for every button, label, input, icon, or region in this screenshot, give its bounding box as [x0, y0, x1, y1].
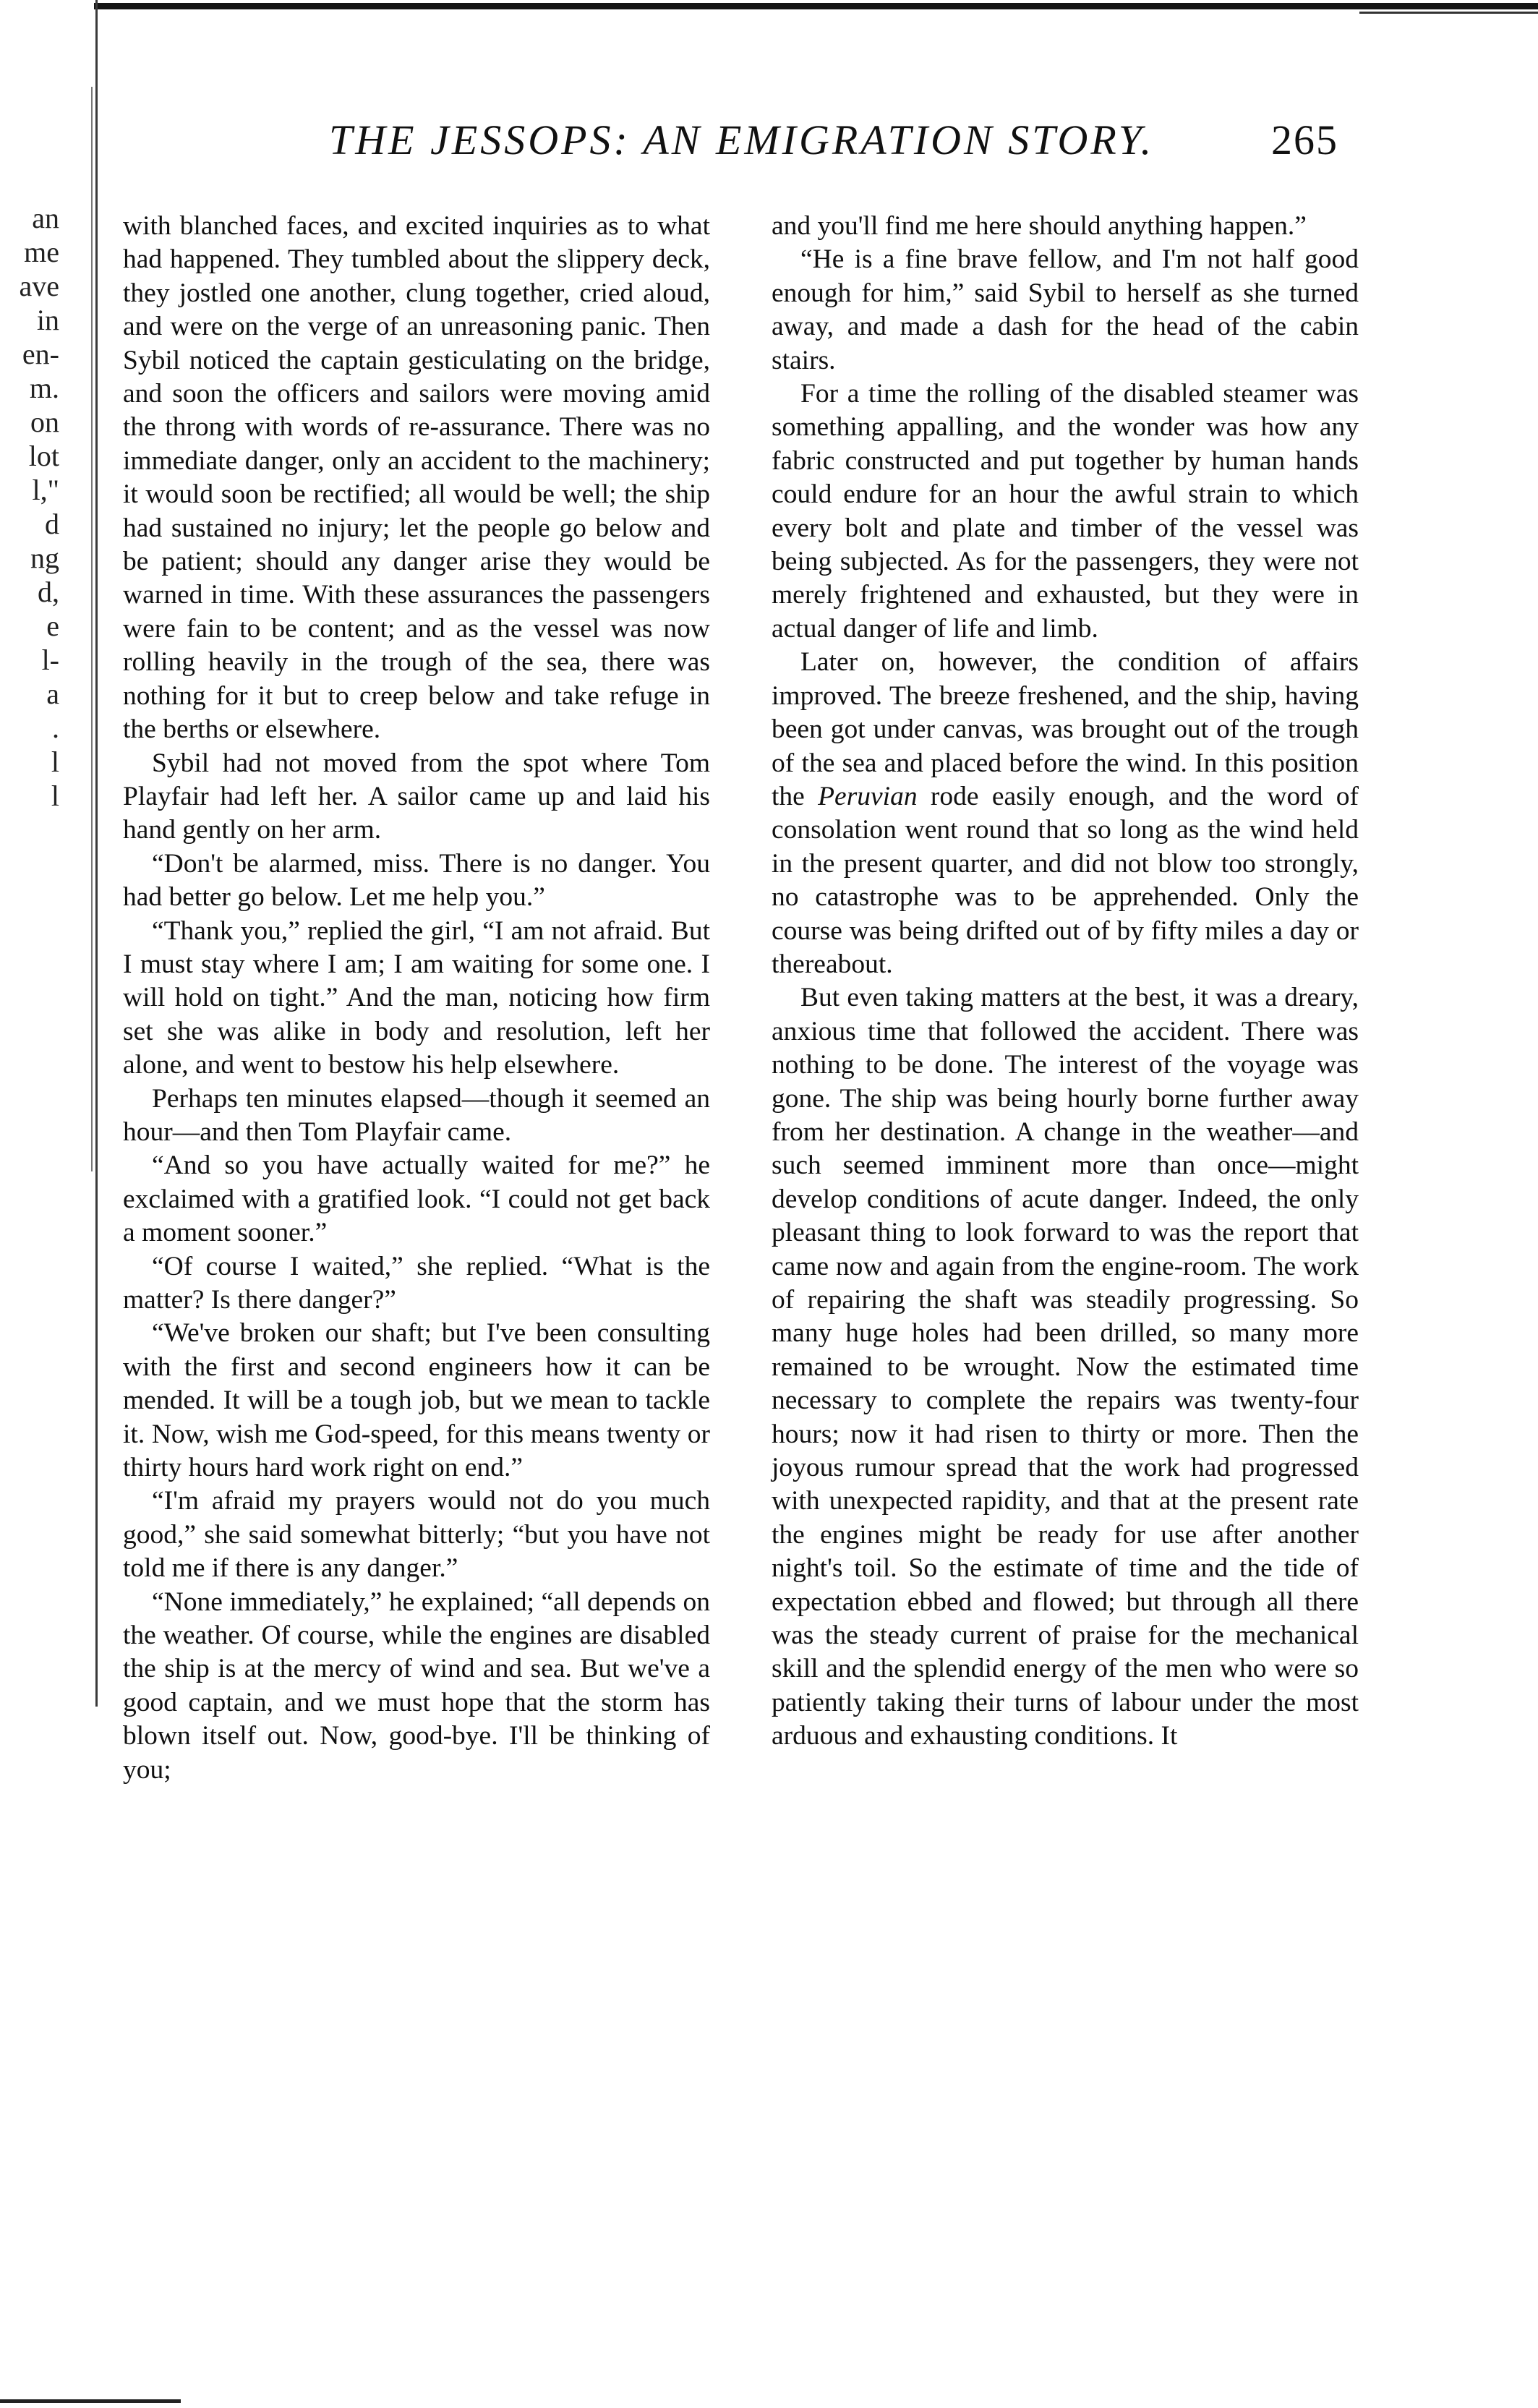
- running-head: [0, 107, 1374, 172]
- ship-name: Peruvian: [818, 781, 918, 811]
- paragraph: But even taking matters at the best, it was a dreary, anxious time that followed the accident. There was nothing to be done. The interest of the voyage was gone. The ship was being hourly borne further away from her destination. A change in the weather—and such seemed imminent more than once—might develop conditions of acute danger. Indeed, the only pleasant thing to look forward to was the report that came now and again from the engine-room. The work of repairing the shaft was steadily progressing. So many huge holes had been drilled, so many more remained to be wrought. Now the estimated time necessary to complete the repairs was twenty-four hours; now it had risen to thirty or more. Then the joyous rumour spread that the work had progressed with unexpected rapidity, and that at the present rate the engines might be ready for use after another night's toil. So the estimate of time and the tide of expectation ebbed and flowed; but through all there was the steady current of praise for the mechanical skill and the splendid energy of the men who were so patiently taking their turns of labour under the most arduous and exhausting conditions. It: [772, 983, 1359, 1751]
- margin-fragment: l: [51, 746, 59, 778]
- bottom-rule: [0, 2399, 181, 2403]
- previous-page-margin-fragments: [0, 202, 59, 814]
- margin-fragment: l: [51, 780, 59, 812]
- margin-fragment: in: [36, 304, 59, 336]
- paragraph: “We've broken our shaft; but I've been consulting with the first and second engineers how it can be mended. It will be a tough job, but we mean to tackle it. Now, wish me God-speed, for this means twenty or thirty hours hard work right on end.”: [123, 1318, 710, 1483]
- paragraph: For a time the rolling of the disabled steamer was something appalling, and the wonder was how any fabric constructed and put together by human hands could endure for an hour the awful strain to which every bolt and plate and timber of the vessel was being subjected. As for the passengers, they were not merely frightened and exhausted, but they were in actual danger of life and limb.: [772, 379, 1359, 644]
- margin-fragment: a: [46, 678, 59, 710]
- margin-fragment: en-: [22, 338, 59, 370]
- paragraph: and you'll find me here should anything happen.”: [772, 211, 1307, 241]
- running-head-title: THE JESSOPS: AN EMIGRATION STORY.: [329, 116, 1155, 163]
- margin-fragment: l,": [32, 474, 59, 506]
- paragraph: “Of course I waited,” she replied. “What is the matter? Is there danger?”: [123, 1251, 710, 1315]
- right-column: [772, 210, 1359, 1754]
- page-number: 265: [1271, 116, 1338, 163]
- binding-gutter-shadow: [91, 87, 93, 1171]
- margin-fragment: l-: [41, 644, 59, 676]
- top-rule-secondary: [1359, 12, 1538, 14]
- margin-fragment: me: [24, 236, 59, 268]
- margin-fragment: ave: [19, 270, 59, 302]
- margin-fragment: on: [30, 406, 59, 438]
- paragraph: “Thank you,” replied the girl, “I am not afraid. But I must stay where I am; I am waiting for some one. I will hold on tight.” And the man, noticing how firm set she was alike in body and resolution, left her alone, and went to bestow his help elsewhere.: [123, 915, 710, 1080]
- paragraph: “I'm afraid my prayers would not do you much good,” she said somewhat bitterly; “but you have not told me if there is any danger.”: [123, 1486, 710, 1584]
- paragraph: “Don't be alarmed, miss. There is no danger. You had better go below. Let me help you.”: [123, 848, 710, 913]
- margin-fragment: an: [32, 202, 59, 234]
- margin-fragment: ng: [30, 542, 59, 574]
- top-rule: [94, 3, 1538, 9]
- paragraph: with blanched faces, and excited inquiries as to what had happened. They tumbled about the slippery deck, they jostled one another, clung together, cried aloud, and were on the verge of an unreasoning panic. Then Sybil noticed the captain gesticulating on the bridge, and soon the officers and sailors were moving amid the throng with words of re-assurance. There was no immediate danger, only an accident to the machinery; it would soon be rectified; all would be well; the ship had sustained no injury; let the people go below and be patient; should any danger arise they would be warned in time. With these assurances the passengers were fain to be content; and as the vessel was now rolling heavily in the trough of the sea, there was nothing for it but to creep below and take refuge in the berths or elsewhere.: [123, 211, 710, 745]
- margin-fragment: e: [46, 610, 59, 642]
- left-column: [123, 210, 710, 1787]
- margin-fragment: m.: [29, 372, 59, 404]
- paragraph: Later on, however, the condition of affairs improved. The breeze freshened, and the ship, having been got under canvas, was brought out of the trough of the sea and placed before the wind. In this position the Peruvian rode easily enough, and the word of consolation went round that so long as the wind held in the present quarter, and did not blow too strongly, no catastrophe was to be apprehended. Only the course was being drifted out of by fifty miles a day or thereabout.: [772, 647, 1359, 979]
- paragraph: “And so you have actually waited for me?” he exclaimed with a gratified look. “I could not get back a moment sooner.”: [123, 1150, 710, 1248]
- margin-fragment: d,: [38, 576, 59, 608]
- paragraph: “He is a fine brave fellow, and I'm not half good enough for him,” said Sybil to herself as she turned away, and made a dash for the head of the cabin stairs.: [772, 244, 1359, 375]
- paragraph: “None immediately,” he explained; “all depends on the weather. Of course, while the engines are disabled the ship is at the mercy of wind and sea. But we've a good captain, and we must hope that the storm has blown itself out. Now, good-bye. I'll be thinking of you;: [123, 1587, 710, 1785]
- margin-fragment: .: [52, 712, 59, 744]
- paragraph: Perhaps ten minutes elapsed—though it seemed an hour—and then Tom Playfair came.: [123, 1083, 710, 1147]
- margin-fragment: lot: [28, 440, 59, 472]
- paragraph: Sybil had not moved from the spot where Tom Playfair had left her. A sailor came up and laid his hand gently on her arm.: [123, 748, 710, 845]
- binding-gutter-line: [95, 0, 98, 1707]
- margin-fragment: d: [45, 508, 59, 540]
